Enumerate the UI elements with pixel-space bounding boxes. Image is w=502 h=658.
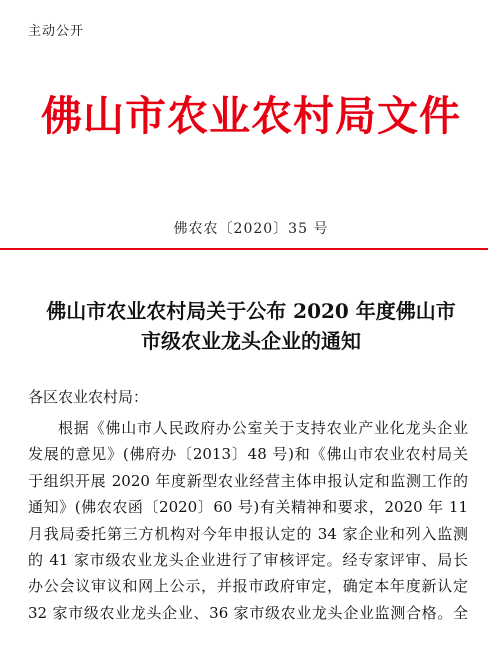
document-title — [0, 296, 502, 356]
body-line: 32 家市级农业龙头企业、36 家市级农业龙头企业监测合格。全 — [28, 603, 468, 622]
body-line: 根据《佛山市人民政府办公室关于支持农业产业化龙头企业 — [58, 419, 468, 437]
disclosure-label: 主动公开 — [28, 24, 85, 39]
document-title-line: 佛山市农业农村局关于公布 2020 年度佛山市 — [46, 299, 456, 323]
body-line: 办公会议审议和网上公示，并报市政府审定，确定本年度新认定 — [28, 577, 468, 596]
body-line: 的 41 家市级农业龙头企业进行了审核评定。经专家评审、局长 — [28, 550, 468, 569]
issuer-header: 佛山市农业农村局文件 — [41, 92, 461, 140]
body-paragraph — [28, 415, 468, 626]
salutation: 各区农业农村局： — [28, 388, 149, 406]
body-line: 于组织开展 2020 年度新型农业经营主体申报认定和监测工作的 — [28, 471, 468, 490]
document-number: 佛农农〔2020〕35 号 — [173, 221, 329, 237]
body-line: 月我局委托第三方机构对今年申报认定的 34 家企业和列入监测 — [28, 524, 468, 543]
body-line: 通知》(佛农农函〔2020〕60 号)有关精神和要求，2020 年 11 — [28, 498, 468, 517]
red-divider-line — [0, 248, 488, 250]
body-line: 发展的意见》(佛府办〔2013〕48 号)和《佛山市农业农村局关 — [28, 445, 468, 464]
document-title-line: 市级农业龙头企业的通知 — [141, 329, 361, 353]
